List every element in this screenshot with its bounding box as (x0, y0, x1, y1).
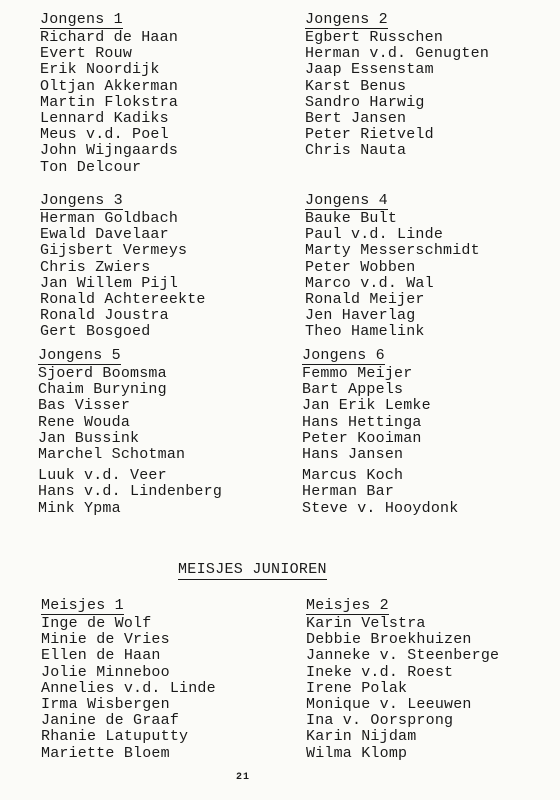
group-title: Jongens 4 (305, 192, 388, 209)
list-item: Wilma Klomp (306, 744, 408, 762)
list-item: Chris Zwiers (40, 258, 151, 276)
list-item: Peter Kooiman (302, 429, 422, 447)
list-item: Irene Polak (306, 679, 408, 697)
list-item: Erik Noordijk (40, 61, 160, 79)
list-item: Chris Nauta (305, 142, 407, 160)
list-item: Marcus Koch (302, 467, 404, 485)
list-item: Jaap Essenstam (305, 61, 434, 79)
list-item: John Wijngaards (40, 142, 179, 160)
list-item: Ronald Achtereekte (40, 291, 206, 309)
list-item: Jan Bussink (38, 429, 140, 447)
list-item: Sandro Harwig (305, 93, 425, 111)
list-item: Janneke v. Steenberge (306, 647, 500, 665)
list-item: Hans v.d. Lindenberg (38, 483, 223, 501)
list-item: Marco v.d. Wal (305, 274, 434, 292)
list-item: Annelies v.d. Linde (41, 679, 216, 697)
list-item: Hans Hettinga (302, 413, 422, 431)
list-item: Mink Ypma (38, 499, 121, 517)
list-item: Monique v. Leeuwen (306, 696, 472, 714)
list-item: Jolie Minneboo (41, 663, 170, 681)
group-meisjes-2 (306, 596, 499, 762)
group-title: Jongens 6 (302, 347, 385, 364)
list-item: Meus v.d. Poel (40, 126, 169, 144)
list-item: Rhanie Latuputty (41, 728, 189, 746)
member-list (306, 616, 499, 762)
group-jongens-6 (302, 346, 458, 517)
list-item: Ineke v.d. Roest (306, 663, 454, 681)
group-jongens-3 (40, 191, 206, 341)
list-item: Steve v. Hooydonk (302, 499, 459, 517)
list-item: Richard de Haan (40, 29, 179, 46)
section-heading: MEISJES JUNIOREN (178, 561, 327, 578)
member-list (305, 211, 480, 341)
list-item: Ewald Davelaar (40, 226, 169, 244)
list-item: Jen Haverlag (305, 307, 416, 325)
list-item: Irma Wisbergen (41, 696, 170, 714)
group-title: Jongens 3 (40, 192, 123, 209)
list-item: Bert Jansen (305, 110, 407, 128)
list-item: Jan Willem Pijl (40, 274, 179, 292)
group-title: Jongens 5 (38, 347, 121, 364)
list-item: Sjoerd Boomsma (38, 365, 167, 382)
list-item: Rene Wouda (38, 413, 131, 431)
list-item: Jan Erik Lemke (302, 397, 431, 415)
group-jongens-1 (40, 10, 178, 176)
list-item: Ellen de Haan (41, 647, 161, 665)
list-item: Femmo Meijer (302, 365, 413, 382)
list-item: Gijsbert Vermeys (40, 242, 188, 260)
list-item: Ton Delcour (40, 158, 142, 176)
list-item: Debbie Broekhuizen (306, 631, 472, 649)
list-item: Ronald Meijer (305, 291, 425, 309)
list-item: Egbert Russchen (305, 29, 444, 46)
group-meisjes-1 (41, 596, 216, 762)
list-item: Marty Messerschmidt (305, 242, 480, 260)
member-list (38, 366, 222, 517)
list-item: Karst Benus (305, 77, 407, 95)
group-title: Meisjes 1 (41, 597, 124, 614)
list-item: Marchel Schotman (38, 446, 186, 464)
list-item: Gert Bosgoed (40, 323, 151, 341)
list-item: Herman v.d. Genugten (305, 45, 490, 63)
list-item: Martin Flokstra (40, 93, 179, 111)
list-item: Ronald Joustra (40, 307, 169, 325)
list-item: Peter Rietveld (305, 126, 434, 144)
list-item: Lennard Kadiks (40, 110, 169, 128)
list-item: Peter Wobben (305, 258, 416, 276)
member-list (305, 30, 489, 160)
list-item: Ina v. Oorsprong (306, 712, 454, 730)
list-item: Hans Jansen (302, 446, 404, 464)
list-item: Karin Velstra (306, 615, 426, 632)
page-number: 21 (236, 772, 251, 783)
list-item: Chaim Buryning (38, 381, 167, 399)
member-list (40, 30, 178, 176)
list-item: Minie de Vries (41, 631, 170, 649)
list-item: Mariette Bloem (41, 744, 170, 762)
member-list (302, 366, 458, 517)
group-jongens-2 (305, 10, 489, 160)
list-item: Inge de Wolf (41, 615, 152, 632)
list-item: Herman Bar (302, 483, 395, 501)
group-jongens-5 (38, 346, 222, 517)
list-item: Janine de Graaf (41, 712, 180, 730)
group-title: Jongens 1 (40, 11, 123, 28)
list-item: Bart Appels (302, 381, 404, 399)
list-item: Bas Visser (38, 397, 131, 415)
group-title: Meisjes 2 (306, 597, 389, 614)
list-item: Theo Hamelink (305, 323, 425, 341)
list-item: Herman Goldbach (40, 210, 179, 227)
list-item: Paul v.d. Linde (305, 226, 444, 244)
list-item: Oltjan Akkerman (40, 77, 179, 95)
member-list (40, 211, 206, 341)
member-list (41, 616, 216, 762)
list-item: Luuk v.d. Veer (38, 467, 167, 485)
group-jongens-4 (305, 191, 480, 341)
list-item: Karin Nijdam (306, 728, 417, 746)
list-item: Bauke Bult (305, 210, 398, 227)
group-title: Jongens 2 (305, 11, 388, 28)
list-item: Evert Rouw (40, 45, 133, 63)
